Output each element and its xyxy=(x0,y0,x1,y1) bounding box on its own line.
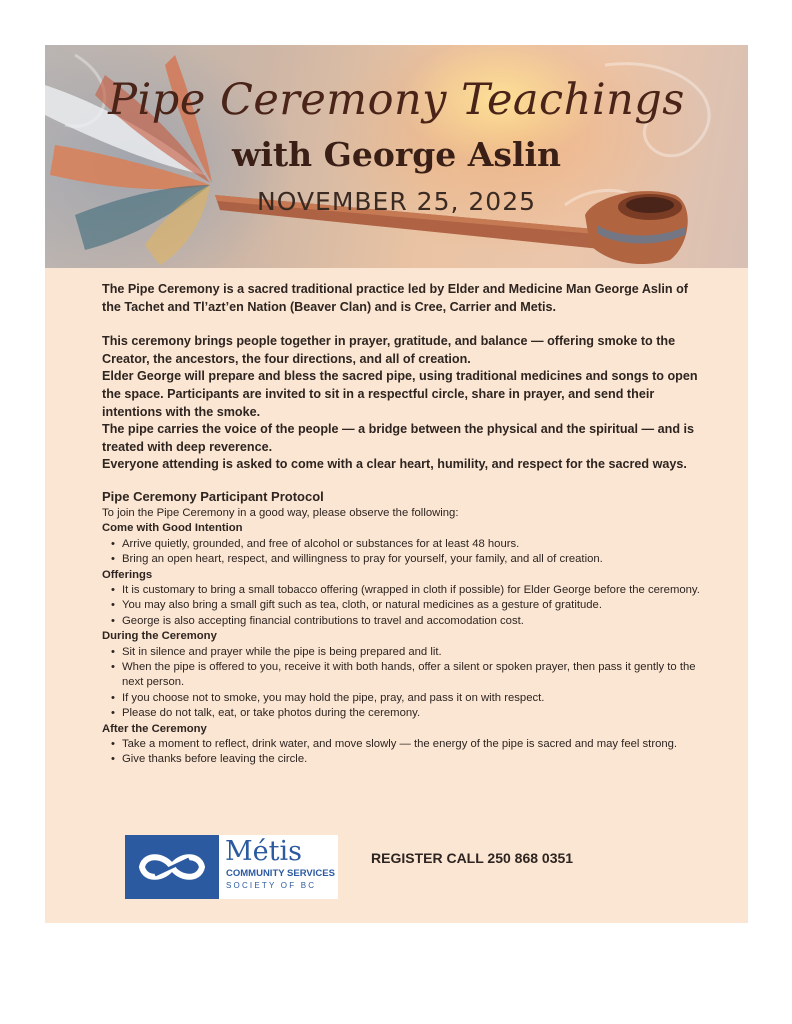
main-content xyxy=(102,281,702,768)
intro-paragraph: Everyone attending is asked to come with a clear heart, humility, and respect for the sacred ways. xyxy=(102,457,687,472)
intro-section xyxy=(102,281,702,474)
list-item: • George is also accepting financial contributions to travel and accomodation cost. xyxy=(102,614,702,629)
header-banner xyxy=(45,45,748,268)
metis-logo xyxy=(125,835,338,899)
bullet-list xyxy=(102,737,702,768)
bullet-list xyxy=(102,537,702,568)
list-item: • Please do not talk, eat, or take photos during the ceremony. xyxy=(102,706,702,721)
list-item: • You may also bring a small gift such as tea, cloth, or natural medicines as a gesture of gratitude. xyxy=(102,598,702,613)
protocol-title: Pipe Ceremony Participant Protocol xyxy=(102,488,324,504)
title-script: Pipe Ceremony Teachings xyxy=(108,75,685,125)
list-item: • It is customary to bring a small tobacco offering (wrapped in cloth if possible) for Elder George before the ceremony. xyxy=(102,583,702,598)
section-heading: Offerings xyxy=(102,568,153,581)
logo-subtitle: SOCIETY OF BC xyxy=(226,881,317,890)
list-item: • Give thanks before leaving the circle. xyxy=(102,752,702,767)
section-heading: During the Ceremony xyxy=(102,630,217,643)
list-item: • Sit in silence and prayer while the pipe is being prepared and lit. xyxy=(102,645,702,660)
list-item: • Bring an open heart, respect, and willingness to pray for yourself, your family, and all of creation. xyxy=(102,552,702,567)
section-heading: Come with Good Intention xyxy=(102,522,243,535)
intro-paragraph: The Pipe Ceremony is a sacred traditional practice led by Elder and Medicine Man George Aslin of the Tachet and Tl’azt’en Nation (Beaver Clan) and is Cree, Carrier and Metis. xyxy=(102,282,689,314)
section-heading: After the Ceremony xyxy=(102,722,207,735)
poster xyxy=(45,45,748,923)
bullet-list xyxy=(102,583,702,629)
title-presenter: with George Aslin xyxy=(231,135,562,174)
logo-subtitle: COMMUNITY SERVICES xyxy=(226,868,335,879)
protocol-lead: To join the Pipe Ceremony in a good way, please observe the following: xyxy=(102,506,459,519)
bullet-list xyxy=(102,645,702,722)
infinity-icon xyxy=(125,835,219,899)
list-item: • When the pipe is offered to you, receive it with both hands, offer a silent or spoken prayer, then pass it gently to the next person. xyxy=(102,660,702,691)
protocol-section xyxy=(102,488,702,768)
list-item: • Arrive quietly, grounded, and free of alcohol or substances for at least 48 hours. xyxy=(102,537,702,552)
intro-paragraph: This ceremony brings people together in prayer, gratitude, and balance — offering smoke to the Creator, the ancestors, the four directions, and all of creation. xyxy=(102,334,676,366)
event-date: NOVEMBER 25, 2025 xyxy=(257,187,536,216)
logo-mark xyxy=(125,835,219,899)
list-item: • If you choose not to smoke, you may hold the pipe, pray, and pass it on with respect. xyxy=(102,691,702,706)
register-phone: REGISTER CALL 250 868 0351 xyxy=(371,850,574,866)
list-item: • Take a moment to reflect, drink water, and move slowly — the energy of the pipe is sacred and may feel strong. xyxy=(102,737,702,752)
intro-paragraph: The pipe carries the voice of the people — a bridge between the physical and the spiritual — and is treated with deep reverence. xyxy=(102,422,695,454)
logo-name: Métis xyxy=(225,836,302,867)
intro-paragraph: Elder George will prepare and bless the sacred pipe, using traditional medicines and songs to open the space. Participants are invited to sit in a respectful circle, share in prayer, and send their intentions with the smoke. xyxy=(102,369,698,419)
